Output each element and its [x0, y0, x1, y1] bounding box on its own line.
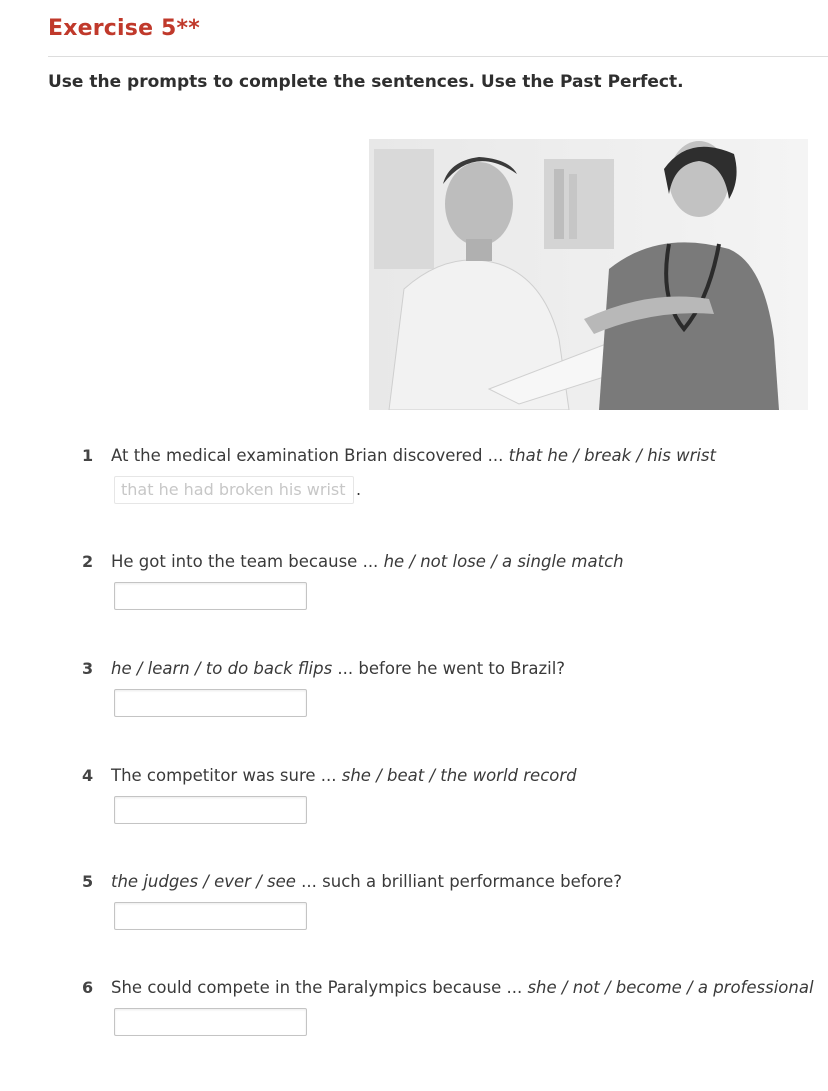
- sentence-prompt: he / learn / to do back flips: [111, 659, 333, 678]
- question-sentence: [111, 659, 565, 678]
- question-number: 6: [82, 978, 94, 997]
- answer-field[interactable]: that he had broken his wrist: [114, 476, 354, 504]
- sentence-text: ... such a brilliant performance before?: [295, 872, 622, 891]
- sentence-prompt: that he / break / his wrist: [508, 446, 717, 465]
- question-number: 2: [82, 552, 94, 571]
- answer-input[interactable]: [114, 796, 307, 824]
- sentence-text: She could compete in the Paralympics because ...: [111, 978, 528, 997]
- question-number: 3: [82, 659, 94, 678]
- sentence-prompt: she / beat / the world record: [341, 766, 577, 785]
- answer-input[interactable]: [114, 1008, 307, 1036]
- sentence-prompt: she / not / become / a professional: [527, 978, 814, 997]
- question-sentence: [111, 446, 716, 465]
- question-sentence: [111, 978, 814, 997]
- exercise-title: Exercise 5**: [48, 16, 200, 41]
- question-number: 1: [82, 446, 94, 465]
- sentence-prompt: he / not lose / a single match: [383, 552, 624, 571]
- answer-suffix: .: [356, 480, 362, 499]
- answer-input[interactable]: [114, 902, 307, 930]
- question-sentence: [111, 552, 624, 571]
- sentence-text: ... before he went to Brazil?: [332, 659, 566, 678]
- sentence-prompt: the judges / ever / see: [111, 872, 296, 891]
- sentence-text: The competitor was sure ...: [111, 766, 342, 785]
- question-number: 5: [82, 872, 94, 891]
- question-sentence: [111, 872, 622, 891]
- answer-input[interactable]: [114, 689, 307, 717]
- doctor-bandaging-arm-photo: [369, 139, 808, 410]
- exercise-instructions: Use the prompts to complete the sentences. Use the Past Perfect.: [48, 72, 684, 92]
- answer-input[interactable]: [114, 582, 307, 610]
- sentence-text: He got into the team because ...: [111, 552, 384, 571]
- question-sentence: [111, 766, 577, 785]
- sentence-text: At the medical examination Brian discovered ...: [111, 446, 509, 465]
- title-divider: [48, 56, 828, 57]
- question-number: 4: [82, 766, 94, 785]
